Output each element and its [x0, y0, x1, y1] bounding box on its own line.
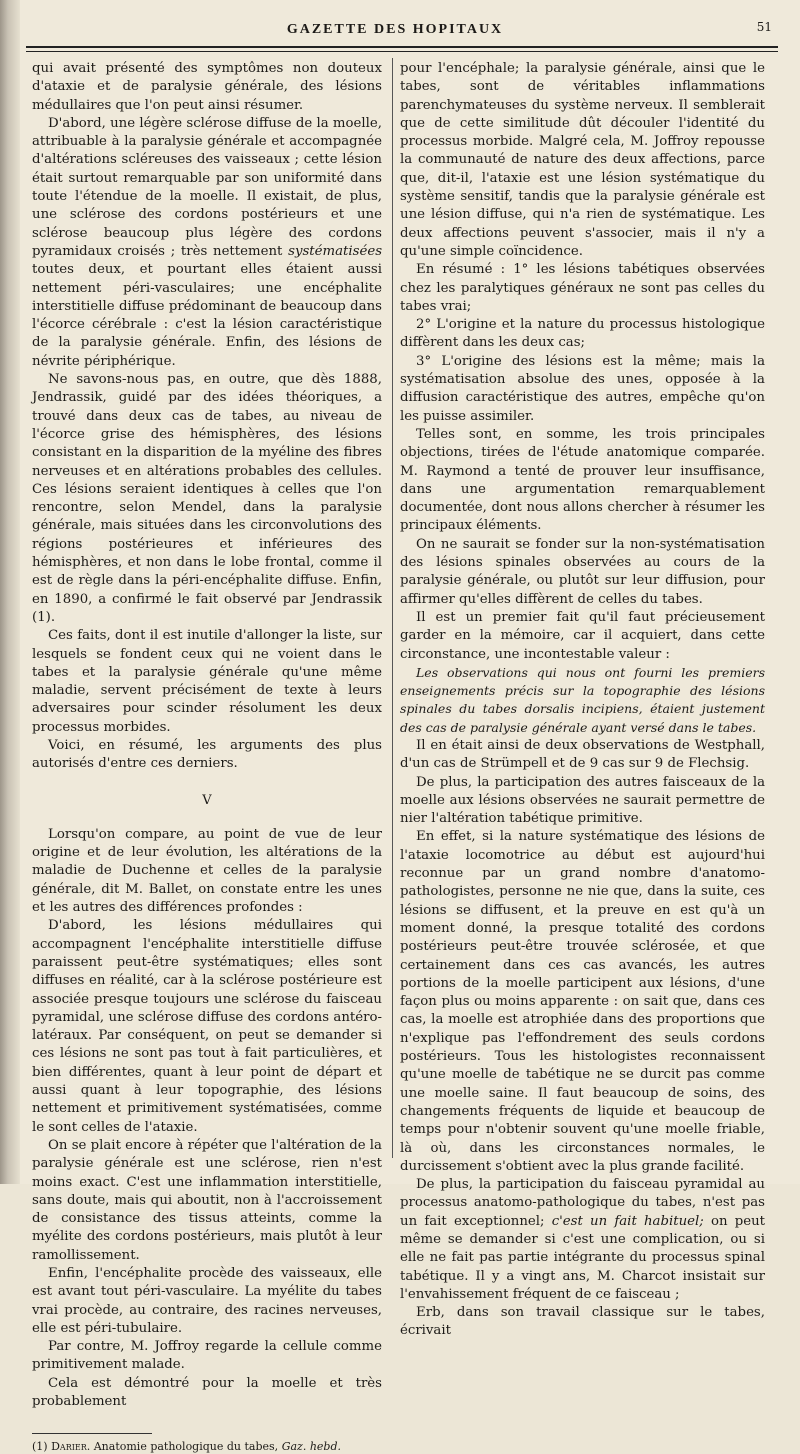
column-separator [392, 58, 393, 1158]
paragraph: pour l'encéphale; la paralysie générale, ainsi que le tabes, sont de véritables inflammations parenchymateuses du système nerveux. Il semblerait que de cette similitude dût découler l'identité du processus morbide. Malgré cela, M. Joffroy repousse la communauté de nature des deux affections, parce que, dit-il, l'ataxie est une lésion systématique du système sensitif, tandis que la paralysie générale est une lésion diffuse, qui n'a rien de systématique. Les deux affections peuvent s'associer, mais il n'y a qu'une simple coïncidence. [400, 61, 765, 259]
paragraph: De plus, la participation des autres faisceaux de la moelle aux lésions observées ne saurait permettre de nier l'altération tabétique primitive. [400, 774, 765, 827]
right-column [400, 60, 765, 1341]
paragraph: Ces faits, dont il est inutile d'allonger la liste, sur lesquels se fondent ceux qui ne voient dans le tabes et la paralysie générale qu'une même maladie, servent précisément de texte à leurs adversaires pour scinder résolument les deux processus morbides. [32, 628, 382, 735]
paragraph: On ne saurait se fonder sur la non-systématisation des lésions spinales observées au cours de la paralysie générale, ou plutôt sur leur diffusion, pour affirmer qu'elles diffèrent de celles du tabes. [400, 536, 765, 607]
paragraph: Ne savons-nous pas, en outre, que dès 1888, Jendrassik, guidé par des idées théoriques, a trouvé dans deux cas de tabes, au niveau de l'écorce grise des hémisphères, des lésions consistant en la disparition de la myéline des fibres nerveuses et en altérations probables des cellules. Ces lésions seraient identiques à celles que l'on rencontre, selon Mendel, dans la paralysie générale, mais situées dans les circonvolutions des régions postérieures et inférieures des hémisphères, et non dans le lobe frontal, comme il est de règle dans la péri-encéphalite diffuse. Enfin, en 1890, a confirmé le fait observé par Jendrassik (1). [32, 372, 382, 625]
paragraph: En effet, si la nature systématique des lésions de l'ataxie locomotrice au début est aujourd'hui reconnue par un grand nombre d'anatomo-pathologistes, personne ne nie que, dans la suite, ces lésions se diffusent, et la preuve en est qu'à un moment donné, la presque totalité des cordons postérieurs peut-être trouvée sclérosée, et que certainement dans ces cas avancés, les autres portions de la moelle participent aux lésions, d'une façon plus ou moins apparente : on sait que, dans ces cas, la moelle est atrophiée dans des proportions que n'explique pas l'effondrement des seuls cordons postérieurs. Tous les histologistes reconnaissent qu'une moelle de tabétique ne se durcit pas comme une moelle saine. Il faut beaucoup de soins, des changements fréquents de liquide et beaucoup de temps pour n'obtenir souvent qu'une moelle friable, là où, dans les circonstances normales, le durcissement s'obtient avec la plus grande facilité. [400, 829, 765, 1174]
page-binding-edge [0, 0, 20, 1184]
page-number: 51 [756, 20, 772, 34]
paragraph: 2° L'origine et la nature du processus histologique diffèrent dans les deux cas; [400, 317, 765, 351]
paragraph: Il en était ainsi de deux observations de Westphall, d'un cas de Strümpell et de 9 cas sur 9 de Flechsig. [400, 737, 765, 772]
paragraph: Il est un premier fait qu'il faut précieusement garder en la mémoire, car il acquiert, dans cette circonstance, une incontestable valeur : [400, 609, 765, 662]
journal-title: GAZETTE DES HOPITAUX [286, 22, 504, 37]
left-column [32, 60, 382, 1454]
section-number: V [202, 792, 212, 808]
paragraph: Erb, dans son travail classique sur le tabes, écrivait [400, 1305, 765, 1339]
paragraph: Par contre, M. Joffroy regarde la cellule comme primitivement malade. [32, 1339, 382, 1373]
paragraph: De plus, la participation du faisceau pyramidal au processus anatomo-pathologique du tabes, n'est pas un fait exceptionnel; c'est un fait habituel; on peut même se demander si c'est une complication, ou si elle ne fait pas partie intégrante du processus spinal tabétique. Il y a vingt ans, M. Charcot insistait sur l'envahissement fréquent de ce faisceau ; [400, 1177, 766, 1302]
paragraph: On se plait encore à répéter que l'altération de la paralysie générale est une sclérose, rien n'est moins exact. C'est une inflammation interstitielle, sans doute, mais qui aboutit, non à l'accroissement de consistance des tissus atteints, comme la myélite des cordons postérieurs, mais plutôt à leur ramollissement. [32, 1137, 382, 1263]
header-rule-thin [26, 51, 778, 52]
paragraph: Lorsqu'on compare, au point de vue de leur origine et de leur évolution, les altérations de la maladie de Duchenne et celles de la paralysie générale, dit M. Ballet, on constate entre les unes et les autres des différences profondes : [32, 826, 382, 916]
paragraph: D'abord, une légère sclérose diffuse de la moelle, attribuable à la paralysie générale et accompagnée d'altérations scléreuses des vaisseaux ; cette lésion était surtout remarquable par son uniformité dans toute l'étendue de la moelle. Il existait, de plus, une sclérose des cordons postérieurs et une sclérose beaucoup plus légère des cordons pyramidaux croisés ; très nettement systématisées toutes deux, et pourtant elles étaient aussi nettement péri-vasculaires; une encéphalite interstitielle diffuse prédominant de beaucoup dans l'écorce cérébrale : c'est la lésion caractéristique de la paralysie générale. Enfin, des lésions de névrite périphérique. [32, 115, 383, 369]
paragraph: D'abord, les lésions médullaires qui accompagnent l'encéphalite interstitielle diffuse paraissent peut-être systématiques; elles sont diffuses en réalité, car à la sclérose postérieure est associée presque toujours une sclérose du faisceau pyramidal, une sclérose diffuse des cordons antéro-latéraux. Par conséquent, on peut se demander si ces lésions ne sont pas tout à fait particulières, et bien différentes, quant à leur point de départ et aussi quant à leur topographie, des lésions nettement et primitivement systématisées, comme le sont celles de l'ataxie. [32, 918, 382, 1135]
paragraph: Voici, en résumé, les arguments des plus autorisés d'entre ces derniers. [32, 737, 382, 772]
paragraph: qui avait présenté des symptômes non douteux d'ataxie et de paralysie générale, des lésions médullaires que l'on peut ainsi résumer. [32, 61, 382, 113]
header-rule-thick [26, 46, 778, 48]
paragraph: En résumé : 1° les lésions tabétiques observées chez les paralytiques généraux ne sont pas celles du tabes vrai; [400, 262, 765, 314]
footnote-rule [32, 1433, 152, 1434]
page-header [30, 14, 772, 42]
paragraph: Cela est démontré pour la moelle et très probablement [32, 1375, 382, 1410]
paragraph: Telles sont, en somme, les trois principales objections, tirées de l'étude anatomique comparée. M. Raymond a tenté de prouver leur insuffisance, dans une argumentation remarquablement documentée, dont nous allons chercher à résumer les principaux éléments. [400, 426, 765, 534]
footnote: (1) Darier. Anatomie pathologique du tabes, Gaz. hebd. [32, 1440, 341, 1454]
italic-quote: Les observations qui nous ont fourni les premiers enseignements précis sur la topographie des lésions spinales du tabes dorsalis incipiens, étaient justement des cas de paralysie générale ayant versé dans le tabes. [400, 664, 765, 735]
paragraph: Enfin, l'encéphalite procède des vaisseaux, elle est avant tout péri-vasculaire. La myélite du tabes vrai procède, au contraire, des racines nerveuses, elle est péri-tubulaire. [32, 1266, 382, 1336]
paragraph: 3° L'origine des lésions est la même; mais la systématisation absolue des unes, opposée à la diffusion caractéristique des autres, empêche qu'on les puisse assimiler. [400, 353, 765, 424]
